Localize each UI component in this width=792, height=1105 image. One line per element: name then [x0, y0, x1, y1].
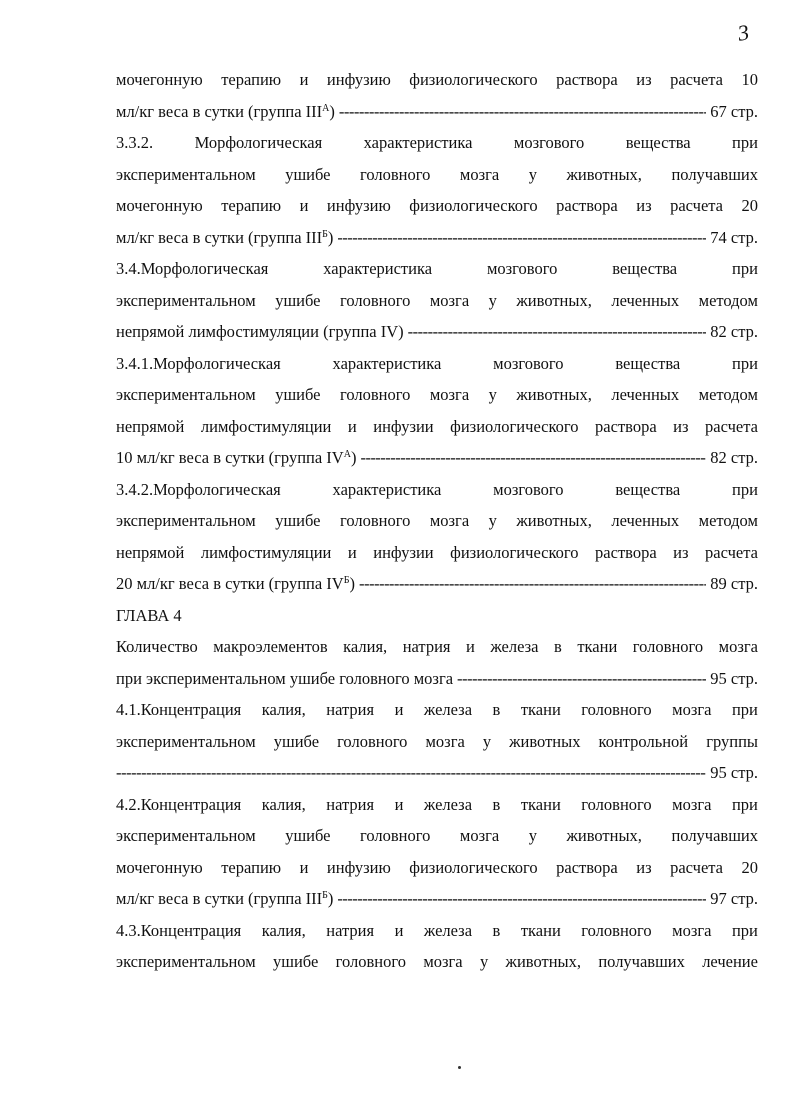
word: характеристика — [332, 353, 442, 373]
word: экспериментальном — [116, 511, 256, 530]
word: и — [299, 196, 309, 215]
word: мочегонную — [116, 857, 203, 877]
word: животных, — [505, 952, 581, 971]
dot-leader — [339, 96, 706, 128]
word: железа — [423, 794, 473, 814]
entry-text: мл/кг веса в сутки (группа III — [116, 101, 323, 121]
word: ткани — [520, 920, 561, 940]
word: расчета — [705, 416, 758, 436]
word: раствора — [595, 542, 657, 562]
word: ушибе — [275, 385, 321, 404]
word: головного — [339, 511, 411, 530]
word: ушибе — [285, 826, 331, 845]
word: при — [732, 353, 758, 373]
word: методом — [698, 290, 758, 310]
entry-text: 20 мл/кг веса в сутки (группа IV — [116, 574, 344, 593]
entry-superscript: А — [343, 449, 351, 460]
word: ушибе — [285, 164, 331, 184]
page-ref: 97 стр. — [710, 889, 758, 908]
word: ткани — [520, 700, 561, 719]
toc-line — [116, 348, 758, 380]
word: при — [732, 479, 758, 499]
word: характеристика — [323, 259, 433, 278]
word: непрямой — [116, 542, 185, 562]
word: и — [394, 794, 404, 814]
word: в — [492, 794, 501, 814]
word: калия, — [261, 920, 306, 940]
word: калия, — [343, 637, 388, 656]
toc-line — [116, 159, 758, 191]
word: физиологического — [409, 857, 538, 877]
word: из — [673, 416, 689, 436]
entry-text: мл/кг веса в сутки (группа III — [116, 889, 323, 908]
toc-line — [116, 820, 758, 852]
word: получавших — [671, 164, 758, 184]
word: головного — [360, 826, 431, 845]
entry-text: непрямой лимфостимуляции (группа IV) — [116, 322, 404, 341]
toc-line — [116, 474, 758, 506]
word: характеристика — [332, 479, 442, 499]
word: расчета — [705, 542, 758, 562]
word: терапию — [221, 70, 282, 89]
word: головного — [339, 385, 411, 404]
word: физиологического — [450, 416, 579, 436]
word: ткани — [577, 637, 618, 656]
word: и — [466, 637, 475, 656]
word: Количество — [116, 637, 198, 656]
word: мозга — [425, 731, 465, 751]
word: головного — [339, 290, 411, 310]
word: терапию — [221, 857, 282, 877]
word: у — [488, 385, 497, 404]
word: у — [479, 952, 489, 971]
word: ушибе — [275, 290, 321, 310]
toc-entry: мл/кг веса в сутки (группа $III^А$) ----- 67 стр. — [116, 96, 758, 128]
word: расчета — [670, 857, 724, 877]
entry-superscript: Б — [343, 575, 350, 586]
word: инфузии — [373, 542, 434, 562]
word: мозга — [459, 164, 500, 184]
page-ref: 89 стр. — [710, 574, 758, 593]
word: расчета — [670, 196, 724, 215]
word: при — [731, 920, 758, 940]
dot-leader — [457, 663, 706, 695]
word: животных, — [516, 511, 592, 530]
word: Морфологическая — [194, 133, 323, 152]
page-ref: 95 стр. — [710, 763, 758, 782]
toc-line — [116, 285, 758, 317]
entry-text: 10 мл/кг веса в сутки (группа IV — [116, 448, 344, 467]
word: при — [731, 794, 758, 814]
page-ref: 82 стр. — [710, 322, 758, 341]
word: при — [732, 133, 758, 152]
word: животных, — [516, 290, 592, 310]
word: инфузию — [326, 857, 391, 877]
toc-line — [116, 379, 758, 411]
word: мозга — [718, 637, 758, 656]
word: мочегонную — [116, 70, 203, 89]
word: и — [299, 70, 309, 89]
toc-line — [116, 537, 758, 569]
word: ушибе — [275, 511, 321, 530]
word: у — [488, 511, 497, 530]
toc-entry: мл/кг веса в сутки (группа $III^Б$) ----- 74 стр. — [116, 222, 758, 254]
toc-line — [116, 694, 758, 726]
word: натрия — [326, 794, 375, 814]
word: из — [636, 196, 652, 215]
word: мозгового — [486, 259, 558, 278]
word: леченных — [611, 385, 680, 404]
word: мозгового — [493, 479, 564, 499]
word: в — [554, 637, 562, 656]
page-ref: 67 стр. — [710, 101, 758, 121]
table-of-contents — [116, 64, 758, 978]
word: инфузию — [326, 196, 391, 215]
toc-line — [116, 789, 758, 821]
word: головного — [632, 637, 704, 656]
word: терапию — [221, 196, 282, 215]
word: и — [394, 920, 404, 940]
word: лимфостимуляции — [200, 416, 332, 436]
word: раствора — [556, 857, 618, 877]
entry-text: при экспериментальном ушибе головного мозга — [116, 668, 454, 688]
page-ref: 82 стр. — [710, 448, 758, 467]
word: мозга — [429, 385, 470, 404]
word: из — [673, 542, 689, 562]
word: 20 — [741, 196, 758, 215]
word: экспериментальном — [116, 385, 256, 404]
chapter-heading: ГЛАВА 4 — [116, 605, 182, 625]
word: леченных — [611, 511, 680, 530]
word: ушибе — [273, 952, 319, 971]
word: инфузию — [326, 70, 391, 89]
word: у — [528, 826, 537, 845]
page-ref: 95 стр. — [710, 668, 758, 688]
word: физиологического — [409, 70, 538, 89]
word: леченных — [611, 290, 680, 310]
toc-line — [116, 946, 758, 978]
toc-line — [116, 915, 758, 947]
word: расчета — [670, 70, 724, 89]
word: железа — [423, 700, 473, 719]
word: раствора — [556, 196, 618, 215]
word: 3.4.1.Морфологическая — [116, 353, 281, 373]
toc-line — [116, 411, 758, 443]
word: группы — [706, 731, 758, 751]
word: мозга — [672, 794, 712, 814]
word: головного — [335, 952, 406, 971]
dot-leader — [337, 222, 706, 254]
word: экспериментальном — [116, 731, 256, 751]
toc-entry: 20 мл/кг веса в сутки (группа $IV^Б$) ----- 89 стр. — [116, 568, 758, 600]
toc-entry — [116, 663, 758, 695]
word: вещества — [615, 479, 681, 499]
toc-entry: 10 мл/кг веса в сутки (группа $IV^А$) ----- 82 стр. — [116, 442, 758, 474]
entry-superscript: А — [322, 102, 330, 114]
word: и — [394, 700, 404, 719]
word: экспериментальном — [116, 826, 256, 845]
entry-text: мл/кг веса в сутки (группа III — [116, 227, 323, 247]
word: лечение — [702, 952, 758, 971]
word: у — [528, 164, 537, 184]
word: и — [347, 416, 357, 436]
word: мозга — [672, 920, 712, 940]
toc-line — [116, 852, 758, 884]
word: при — [732, 259, 758, 278]
word: мозга — [459, 826, 500, 845]
dot-leader — [116, 757, 706, 789]
word: 10 — [741, 70, 758, 89]
word: мозга — [429, 511, 470, 530]
word: экспериментальном — [116, 164, 256, 184]
word: из — [636, 70, 652, 89]
dot-leader — [408, 316, 707, 348]
word: получавших — [671, 826, 758, 845]
toc-line — [116, 505, 758, 537]
toc-line — [116, 253, 758, 285]
word: головного — [581, 794, 652, 814]
word: мочегонную — [116, 196, 203, 215]
word: железа — [490, 637, 539, 656]
word: 4.3.Концентрация — [116, 920, 242, 940]
word: животных, — [566, 826, 642, 845]
toc-line — [116, 190, 758, 222]
word: калия, — [261, 700, 306, 719]
toc-line — [116, 127, 758, 159]
word: лимфостимуляции — [200, 542, 332, 562]
scan-speck — [458, 1066, 461, 1069]
word: из — [636, 857, 652, 877]
word: инфузии — [373, 416, 434, 436]
word: в — [492, 920, 501, 940]
word: 20 — [741, 857, 758, 877]
word: получавших — [598, 952, 685, 971]
toc-line — [116, 64, 758, 96]
word: и — [347, 542, 357, 562]
word: натрия — [402, 637, 451, 656]
word: экспериментальном — [116, 290, 256, 310]
word: 3.3.2. — [116, 133, 154, 152]
word: макроэлементов — [213, 637, 328, 656]
word: характеристика — [363, 133, 473, 152]
word: методом — [698, 385, 758, 404]
word: контрольной — [598, 731, 689, 751]
word: головного — [581, 700, 652, 719]
word: натрия — [326, 700, 375, 719]
word: мозга — [429, 290, 470, 310]
entry-superscript: Б — [322, 228, 328, 240]
toc-entry — [116, 757, 758, 789]
dot-leader — [360, 442, 706, 474]
entry-superscript: Б — [322, 890, 328, 901]
word: экспериментальном — [116, 952, 256, 971]
toc-line — [116, 631, 758, 663]
word: натрия — [326, 920, 375, 940]
word: железа — [423, 920, 473, 940]
word: у — [482, 731, 492, 751]
word: 3.4.2.Морфологическая — [116, 479, 281, 499]
word: у — [488, 290, 497, 310]
word: вещества — [625, 133, 691, 152]
word: животных, — [516, 385, 592, 404]
page-ref: 74 стр. — [710, 227, 758, 247]
word: 4.1.Концентрация — [116, 700, 242, 719]
word: в — [492, 700, 501, 719]
word: головного — [581, 920, 652, 940]
word: мозга — [672, 700, 712, 719]
word: методом — [698, 511, 758, 530]
word: головного — [360, 164, 431, 184]
word: ушибе — [273, 731, 320, 751]
word: мозгового — [493, 353, 564, 373]
word: раствора — [556, 70, 618, 89]
word: 4.2.Концентрация — [116, 794, 242, 814]
dot-leader — [359, 568, 706, 600]
word: мозга — [423, 952, 463, 971]
word: животных, — [566, 164, 642, 184]
word: 3.4.Морфологическая — [116, 259, 269, 278]
word: вещества — [612, 259, 678, 278]
word: вещества — [615, 353, 681, 373]
word: физиологического — [450, 542, 579, 562]
word: животных — [509, 731, 581, 751]
word: при — [731, 700, 758, 719]
toc-line — [116, 726, 758, 758]
toc-entry: мл/кг веса в сутки (группа $III^Б$) ----- 97 стр. — [116, 883, 758, 915]
word: ткани — [520, 794, 561, 814]
word: непрямой — [116, 416, 185, 436]
word: раствора — [595, 416, 657, 436]
word: головного — [337, 731, 408, 751]
word: физиологического — [409, 196, 538, 215]
page-number: 3 — [735, 19, 752, 46]
word: мозгового — [513, 133, 585, 152]
toc-entry — [116, 316, 758, 348]
dot-leader — [337, 883, 706, 915]
word: и — [299, 857, 309, 877]
word: калия, — [261, 794, 306, 814]
